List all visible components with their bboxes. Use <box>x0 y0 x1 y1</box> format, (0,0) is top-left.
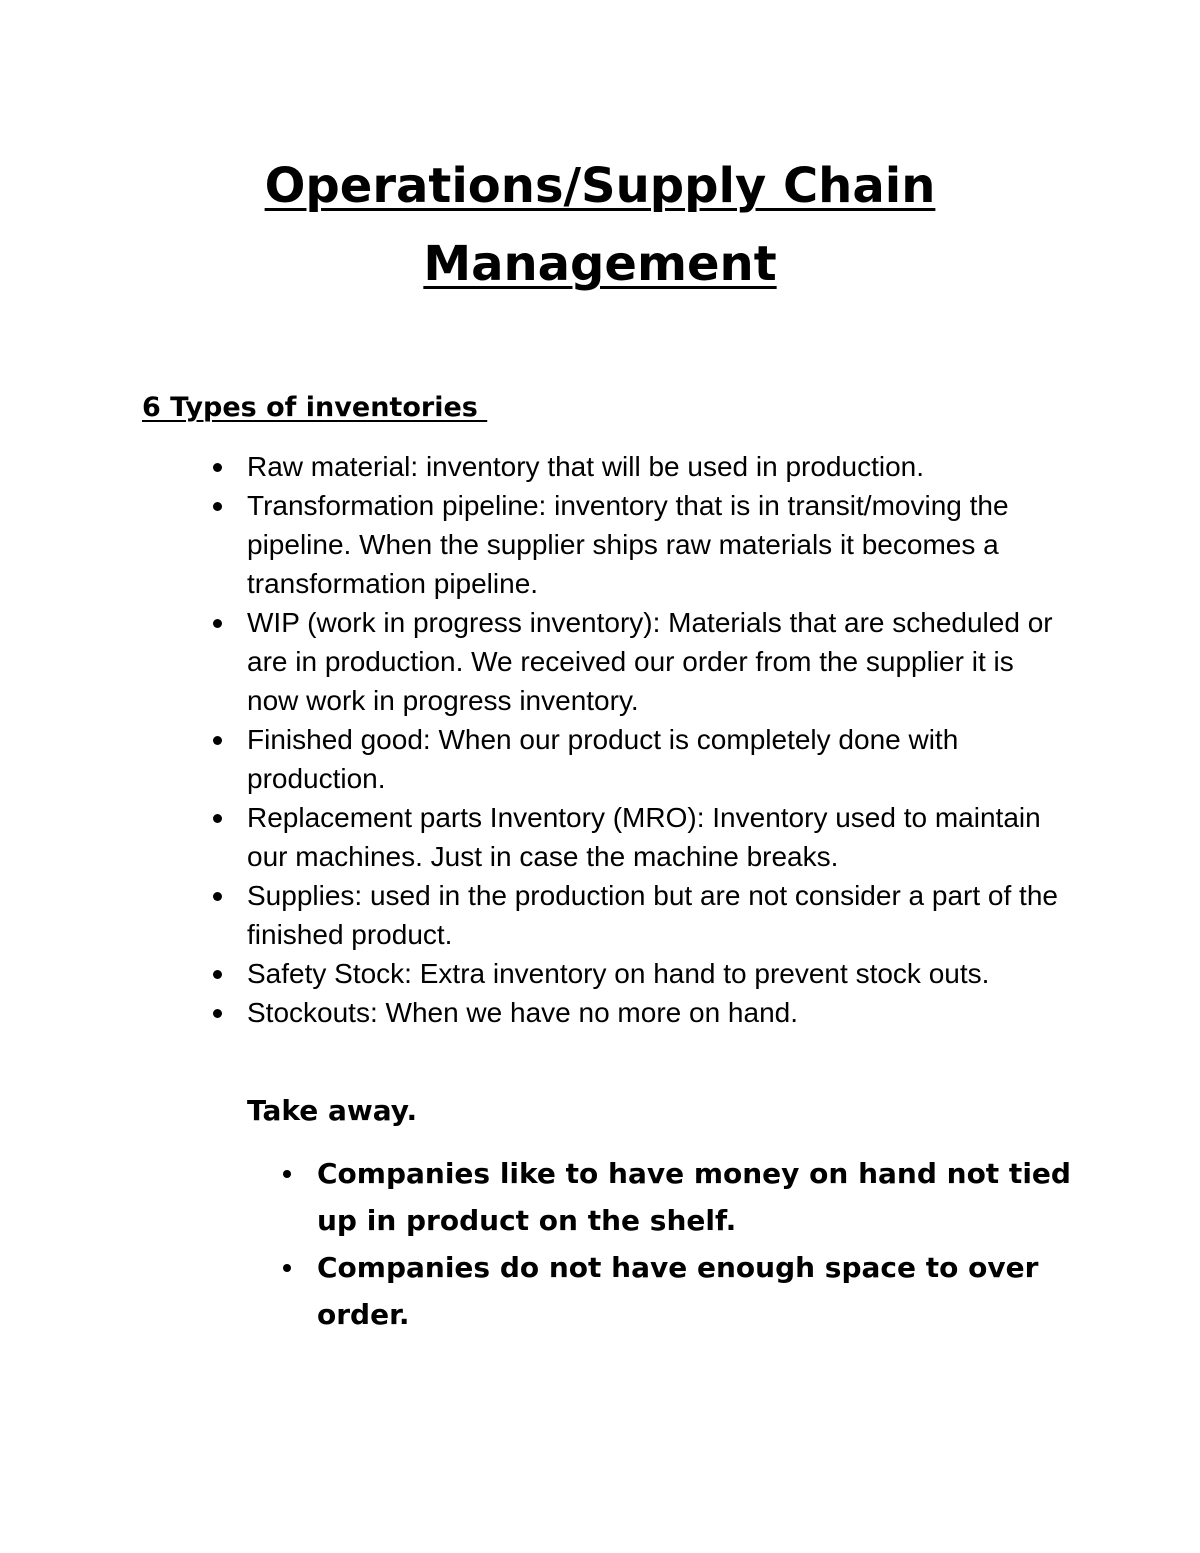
list-item-wip: WIP (work in progress inventory): Materials that are scheduled or are in production. We received our order from the supplier it is now work in progress inventory. <box>247 603 1067 720</box>
list-item-finished-good: Finished good: When our product is completely done with production. <box>247 720 1067 798</box>
document-title-line-2: Management <box>423 236 777 292</box>
takeaway-list <box>317 1150 1077 1338</box>
document-title-line-1: Operations/Supply Chain <box>264 158 936 214</box>
list-item-raw-material: Raw material: inventory that will be used in production. <box>247 447 1067 486</box>
inventory-types-list <box>247 447 1067 1032</box>
takeaway-item-space: Companies do not have enough space to over order. <box>317 1244 1077 1338</box>
section-heading-inventory-types: 6 Types of inventories <box>142 392 488 423</box>
takeaway-item-money-on-hand: Companies like to have money on hand not tied up in product on the shelf. <box>317 1150 1077 1244</box>
list-item-supplies: Supplies: used in the production but are not consider a part of the finished product. <box>247 876 1067 954</box>
list-item-replacement-parts: Replacement parts Inventory (MRO): Inventory used to maintain our machines. Just in case the machine breaks. <box>247 798 1067 876</box>
list-item-transformation-pipeline: Transformation pipeline: inventory that is in transit/moving the pipeline. When the supplier ships raw materials it becomes a transformation pipeline. <box>247 486 1067 603</box>
takeaway-heading: Take away. <box>247 1094 418 1127</box>
list-item-safety-stock: Safety Stock: Extra inventory on hand to prevent stock outs. <box>247 954 1067 993</box>
list-item-stockouts: Stockouts: When we have no more on hand. <box>247 993 1067 1032</box>
